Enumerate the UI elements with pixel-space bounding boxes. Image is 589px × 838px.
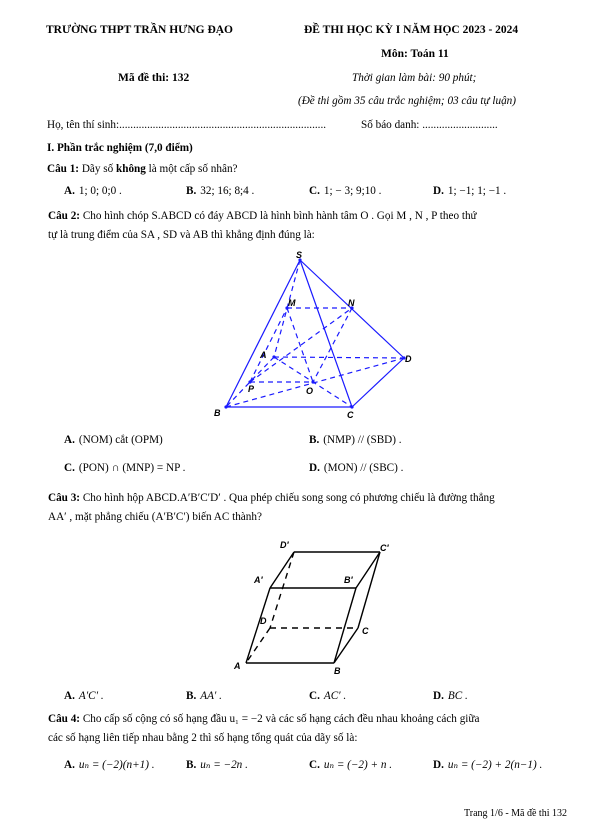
label-D: D [260,616,267,626]
question-label: Câu 1: [47,163,80,175]
question-text: Cho cấp số cộng có số hạng đầu u₁ = −2 và các số hạng cách đều nhau khoảng cách giữa [82,713,480,725]
question-emphasis: không [116,163,146,175]
q4-option-b[interactable]: B. uₙ = −2n . [186,759,248,771]
pyramid-figure [200,250,420,422]
section-title: I. Phần trắc nghiệm (7,0 điểm) [47,142,193,154]
label-A: A [234,661,241,671]
q1-option-d[interactable]: D. 1; −1; 1; −1 . [433,185,507,197]
q1-option-b[interactable]: B. 32; 16; 8;4 . [186,185,255,197]
question-1 [47,163,238,175]
label-B: B [214,408,221,418]
label-M: M [288,298,296,308]
question-4 [48,710,568,748]
q1-option-c[interactable]: C. 1; − 3; 9;10 . [309,185,382,197]
label-D-prime: D′ [280,540,289,550]
label-A: A [260,350,267,360]
school-name: TRƯỜNG THPT TRẦN HƯNG ĐẠO [46,24,233,36]
question-text: các số hạng liên tiếp nhau bằng 2 thì số hạng tổng quát của dãy số là: [48,732,358,744]
q1-option-a[interactable]: A. 1; 0; 0;0 . [64,185,122,197]
label-C: C [362,626,369,636]
question-text: Dãy số [81,163,114,175]
exam-code: Mã đề thi: 132 [118,72,190,84]
question-3 [48,489,568,527]
question-label: Câu 3: [48,492,81,504]
question-text: Cho hình hộp ABCD.A′B′C′D′ . Qua phép chiếu song song có phương chiếu là đường thẳng [82,492,495,504]
label-B-prime: B′ [344,575,353,585]
question-text: AA′ , mặt phẳng chiếu (A′B′C′) biến AC thành? [48,511,262,523]
label-D: D [405,354,412,364]
exam-title: ĐỀ THI HỌC KỲ I NĂM HỌC 2023 - 2024 [304,24,519,36]
exam-structure: (Đề thi gồm 35 câu trắc nghiệm; 03 câu tự luận) [298,95,517,107]
question-label: Câu 4: [48,713,81,725]
label-N: N [348,298,355,308]
label-B: B [334,666,341,676]
label-P: P [248,384,255,394]
label-C: C [347,410,354,420]
q3-option-c[interactable]: C. AC′ . [309,690,347,702]
candidate-id-field: Số báo danh: ........................... [361,119,498,131]
q3-option-a[interactable]: A. A′C′ . [64,690,104,702]
question-text: là một cấp số nhân? [148,163,238,175]
q2-option-c[interactable]: C. (PON) ∩ (MNP) = NP . [64,462,186,474]
subject: Môn: Toán 11 [381,48,449,60]
candidate-name-field: Họ, tên thí sinh:.......................................................................... [47,119,327,131]
q2-option-a[interactable]: A. (NOM) cắt (OPM) [64,434,163,446]
box-figure [228,536,400,676]
question-text: tự là trung điểm của SA , SD và AB thì khẳng định đúng là: [48,229,315,241]
label-S: S [296,250,303,260]
q3-option-d[interactable]: D. BC . [433,690,468,702]
q4-option-d[interactable]: D. uₙ = (−2) + 2(n−1) . [433,759,543,771]
question-2 [48,207,568,245]
duration: Thời gian làm bài: 90 phút; [352,72,477,84]
question-label: Câu 2: [48,210,81,222]
label-A-prime: A′ [254,575,263,585]
q4-option-a[interactable]: A. uₙ = (−2)(n+1) . [64,759,155,771]
label-C-prime: C′ [380,543,389,553]
q3-option-b[interactable]: B. AA′ . [186,690,222,702]
page-footer: Trang 1/6 - Mã đề thi 132 [464,808,567,819]
q2-option-d[interactable]: D. (MON) // (SBC) . [309,462,404,474]
label-O: O [306,386,314,396]
question-text: Cho hình chóp S.ABCD có đáy ABCD là hình bình hành tâm O . Gọi M , N , P theo thứ [82,210,477,222]
q2-option-b[interactable]: B. (NMP) // (SBD) . [309,434,402,446]
q4-option-c[interactable]: C. uₙ = (−2) + n . [309,759,393,771]
